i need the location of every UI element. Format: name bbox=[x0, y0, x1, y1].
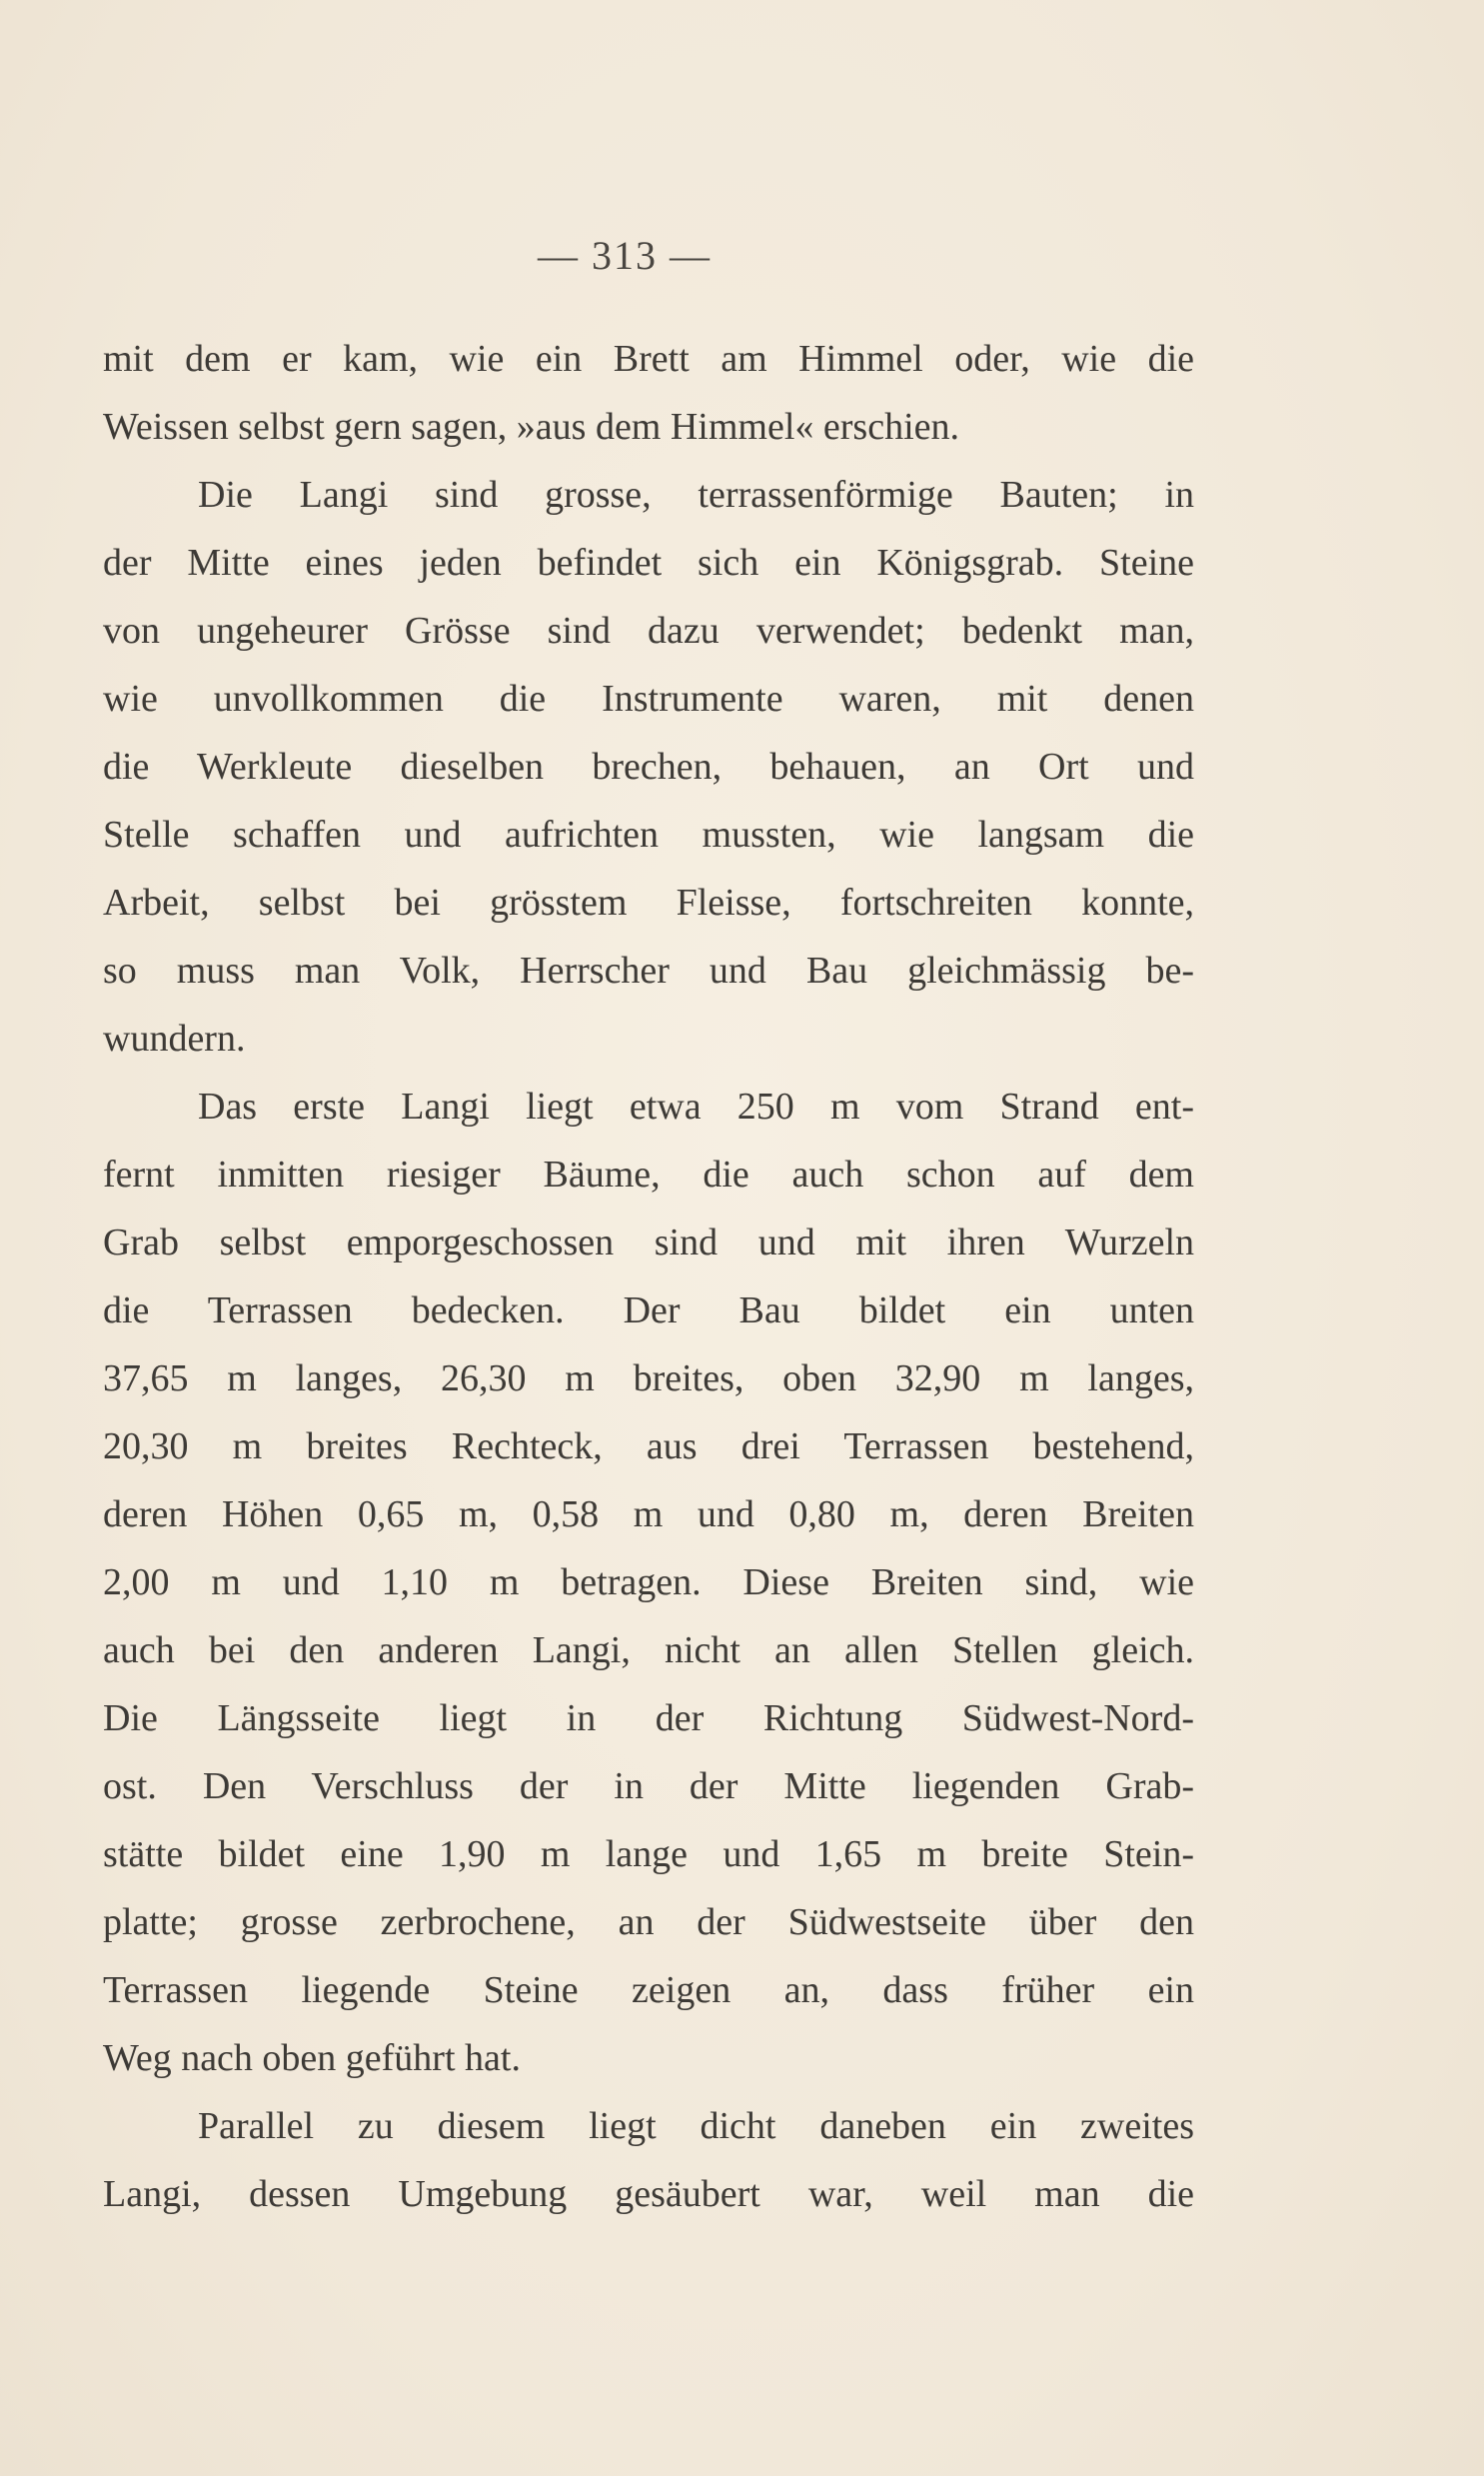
text-line: 20,30 m breites Rechteck, aus drei Terrassen bestehend, bbox=[103, 1425, 1194, 1467]
text-line: auch bei den anderen Langi, nicht an allen Stellen gleich. bbox=[103, 1629, 1194, 1671]
text-line: Die Längsseite liegt in der Richtung Südwest-Nord- bbox=[103, 1697, 1194, 1739]
text-line: ost. Den Verschluss der in der Mitte liegenden Grab- bbox=[103, 1765, 1194, 1807]
text-line: Stelle schaffen und aufrichten mussten, wie langsam die bbox=[103, 814, 1194, 856]
body-text bbox=[103, 325, 1194, 2228]
text-line: Parallel zu diesem liegt dicht daneben ein zweites bbox=[198, 2105, 1194, 2147]
text-line: so muss man Volk, Herrscher und Bau gleichmässig be- bbox=[103, 950, 1194, 992]
text-line: Grab selbst emporgeschossen sind und mit ihren Wurzeln bbox=[103, 1222, 1194, 1263]
text-line: Arbeit, selbst bei grösstem Fleisse, fortschreiten konnte, bbox=[103, 882, 1194, 924]
text-line: platte; grosse zerbrochene, an der Südwestseite über den bbox=[103, 1901, 1194, 1943]
text-line: 2,00 m und 1,10 m betragen. Diese Breiten sind, wie bbox=[103, 1561, 1194, 1603]
text-line: deren Höhen 0,65 m, 0,58 m und 0,80 m, deren Breiten bbox=[103, 1493, 1194, 1535]
text-line: wie unvollkommen die Instrumente waren, mit denen bbox=[103, 678, 1194, 720]
text-line: stätte bildet eine 1,90 m lange und 1,65 m breite Stein- bbox=[103, 1833, 1194, 1875]
text-line: Die Langi sind grosse, terrassenförmige Bauten; in bbox=[198, 474, 1194, 516]
text-line: 37,65 m langes, 26,30 m breites, oben 32,90 m langes, bbox=[103, 1357, 1194, 1399]
text-line: von ungeheurer Grösse sind dazu verwendet; bedenkt man, bbox=[103, 610, 1194, 652]
text-line: wundern. bbox=[103, 1018, 246, 1060]
text-line: mit dem er kam, wie ein Brett am Himmel oder, wie die bbox=[103, 338, 1194, 380]
text-line: Das erste Langi liegt etwa 250 m vom Strand ent- bbox=[198, 1086, 1194, 1128]
text-line: Weissen selbst gern sagen, »aus dem Himmel« erschien. bbox=[103, 406, 960, 448]
text-line: Langi, dessen Umgebung gesäubert war, weil man die bbox=[103, 2173, 1194, 2215]
text-line: Weg nach oben geführt hat. bbox=[103, 2037, 521, 2079]
text-line: Terrassen liegende Steine zeigen an, dass früher ein bbox=[103, 1969, 1194, 2011]
text-line: der Mitte eines jeden befindet sich ein Königsgrab. Steine bbox=[103, 542, 1194, 584]
text-line: die Terrassen bedecken. Der Bau bildet ein unten bbox=[103, 1289, 1194, 1331]
text-line: fernt inmitten riesiger Bäume, die auch schon auf dem bbox=[103, 1154, 1194, 1196]
page-number: — 313 — bbox=[538, 233, 712, 278]
text-line: die Werkleute dieselben brechen, behauen, an Ort und bbox=[103, 746, 1194, 788]
